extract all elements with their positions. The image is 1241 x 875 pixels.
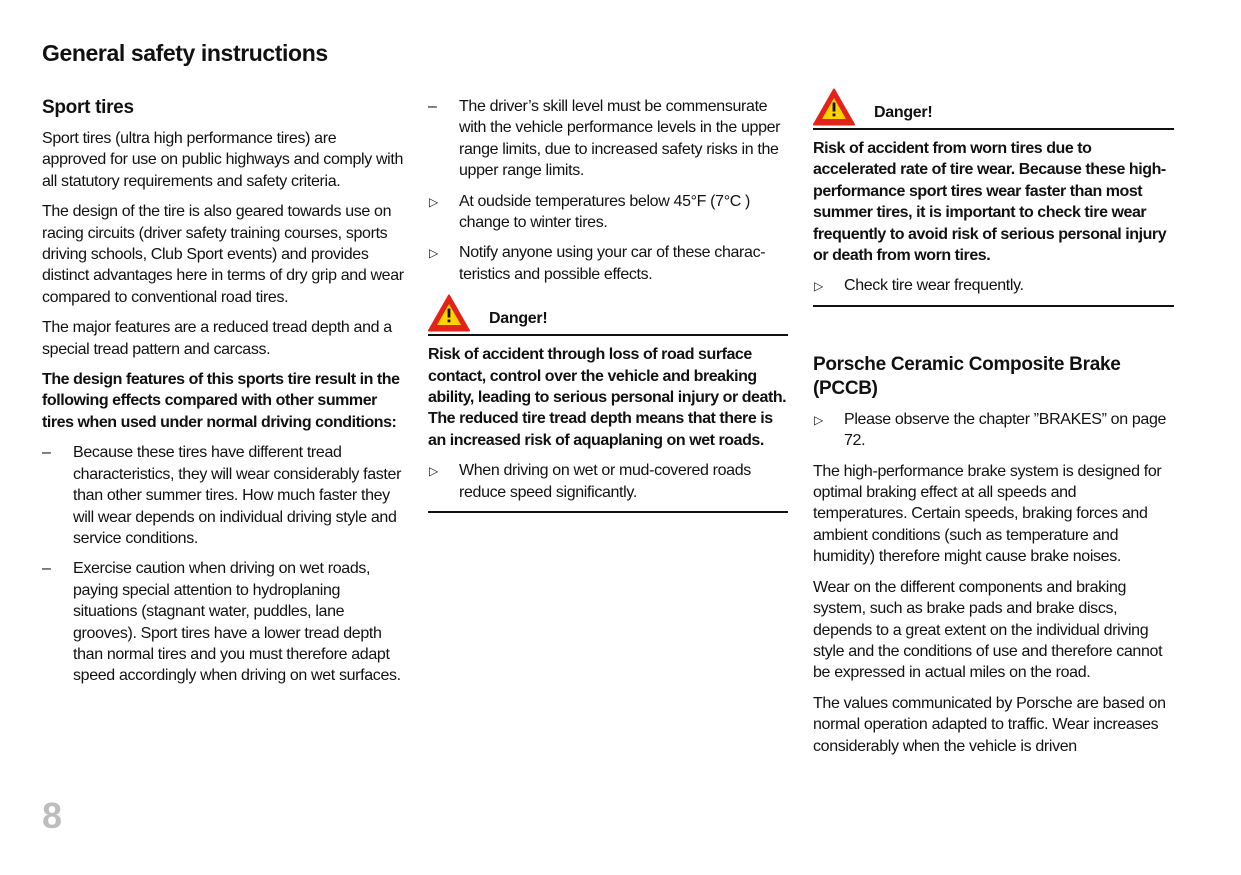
danger-box-surface — [428, 294, 788, 513]
bullet-item — [428, 191, 788, 234]
dash-item — [42, 442, 404, 549]
dash-item-text: Exercise caution when driving on wet roads, paying special attention to hydroplaning situations (stagnant water, puddles, lane grooves). Sport tires have a lower tread depth than normal tires and you must therefore adapt speed accordingly when driving on wet surfaces. — [73, 560, 401, 685]
warning-triangle-icon — [813, 88, 855, 126]
bullet-item-text: At oudside temperatures below 45°F (7°C ) change to winter tires. — [459, 192, 751, 232]
column-left — [42, 96, 404, 696]
danger-header — [813, 88, 1174, 130]
danger-header — [428, 294, 788, 336]
paragraph: The major features are a reduced tread depth and a special tread pattern and carcass. — [42, 319, 392, 358]
bullet-item-text: Please observe the chapter ”BRAKES” on page 72. — [844, 410, 1167, 450]
paragraph: The values communicated by Porsche are based on normal operation adapted to traffic. Wear increases considerably when the vehicle is driven — [813, 694, 1166, 755]
page-title: General safety instructions — [42, 40, 328, 66]
warning-triangle-icon — [428, 294, 470, 332]
paragraph: The design of the tire is also geared towards use on racing circuits (driver safety training courses, sports driving schools, Club Sport events) and provides distinct advantages here in terms of dry grip and wear compared to conventional road tires. — [42, 203, 404, 306]
bullet-item — [813, 409, 1174, 452]
paragraph: Sport tires (ultra high performance tires) are approved for use on public highways and comply with all statutory requirements and safety criteria. — [42, 130, 404, 190]
danger-box-wear — [813, 88, 1174, 307]
triangle-bullet-icon: ▷ — [429, 194, 438, 209]
danger-label: Danger! — [874, 103, 933, 121]
page-number: 8 — [42, 795, 63, 836]
dash-item — [42, 558, 404, 686]
dash-item — [428, 96, 788, 182]
triangle-bullet-icon: ▷ — [814, 279, 823, 294]
dash-item-text: The driver’s skill level must be commensurate with the vehicle performance levels in the upper range limits, due to increased safety risks in the upper range limits. — [459, 98, 781, 180]
column-middle — [428, 96, 788, 513]
dash-item-text: Because these tires have different tread characteristics, they will wear considerably faster than other summer tires. How much faster they will wear depends on individual driving style and service conditions. — [73, 444, 402, 547]
bullet-item — [428, 242, 788, 285]
bold-intro: The design features of this sports tire result in the following effects compared with other summer tires when used under normal driving conditions: — [42, 371, 400, 431]
bullet-item — [428, 460, 788, 503]
bullet-item — [813, 275, 1174, 296]
triangle-bullet-icon: ▷ — [429, 246, 438, 261]
bullet-item-text: Check tire wear frequently. — [844, 277, 1024, 295]
dash-marker: – — [42, 560, 51, 578]
triangle-bullet-icon: ▷ — [814, 412, 823, 427]
dash-marker: – — [42, 444, 51, 462]
bullet-item-text: Notify anyone using your car of these charac-teristics and possible effects. — [459, 244, 766, 283]
danger-text: Risk of accident from worn tires due to accelerated rate of tire wear. Because these high-performance sport tires wear faster than most summer tires, it is important to check tire wear frequently to avoid risk of serious personal injury or death from worn tires. — [813, 140, 1167, 265]
bullet-item-text: When driving on wet or mud-covered roads reduce speed significantly. — [459, 462, 751, 501]
paragraph: The high-performance brake system is designed for optimal braking effect at all speeds and temperatures. Certain speeds, braking forces and ambient conditions (such as temperature and humidity) therefore might cause brake noises. — [813, 462, 1162, 566]
dash-marker: – — [428, 98, 437, 115]
danger-label: Danger! — [489, 309, 548, 327]
triangle-bullet-icon: ▷ — [429, 464, 438, 479]
sport-tires-heading: Sport tires — [42, 97, 134, 118]
danger-text: Risk of accident through loss of road surface contact, control over the vehicle and breaking ability, leading to serious personal injury or death. The reduced tire tread depth means that there is an increased risk of aquaplaning on wet roads. — [428, 346, 787, 449]
pccb-heading: Porsche Ceramic Composite Brake (PCCB) — [813, 353, 1121, 399]
paragraph: Wear on the different components and braking system, such as brake pads and brake discs, depends to a great extent on the individual driving style and the conditions of use and therefore cannot be expressed in actual miles on the road. — [813, 578, 1163, 682]
column-right — [813, 88, 1174, 766]
